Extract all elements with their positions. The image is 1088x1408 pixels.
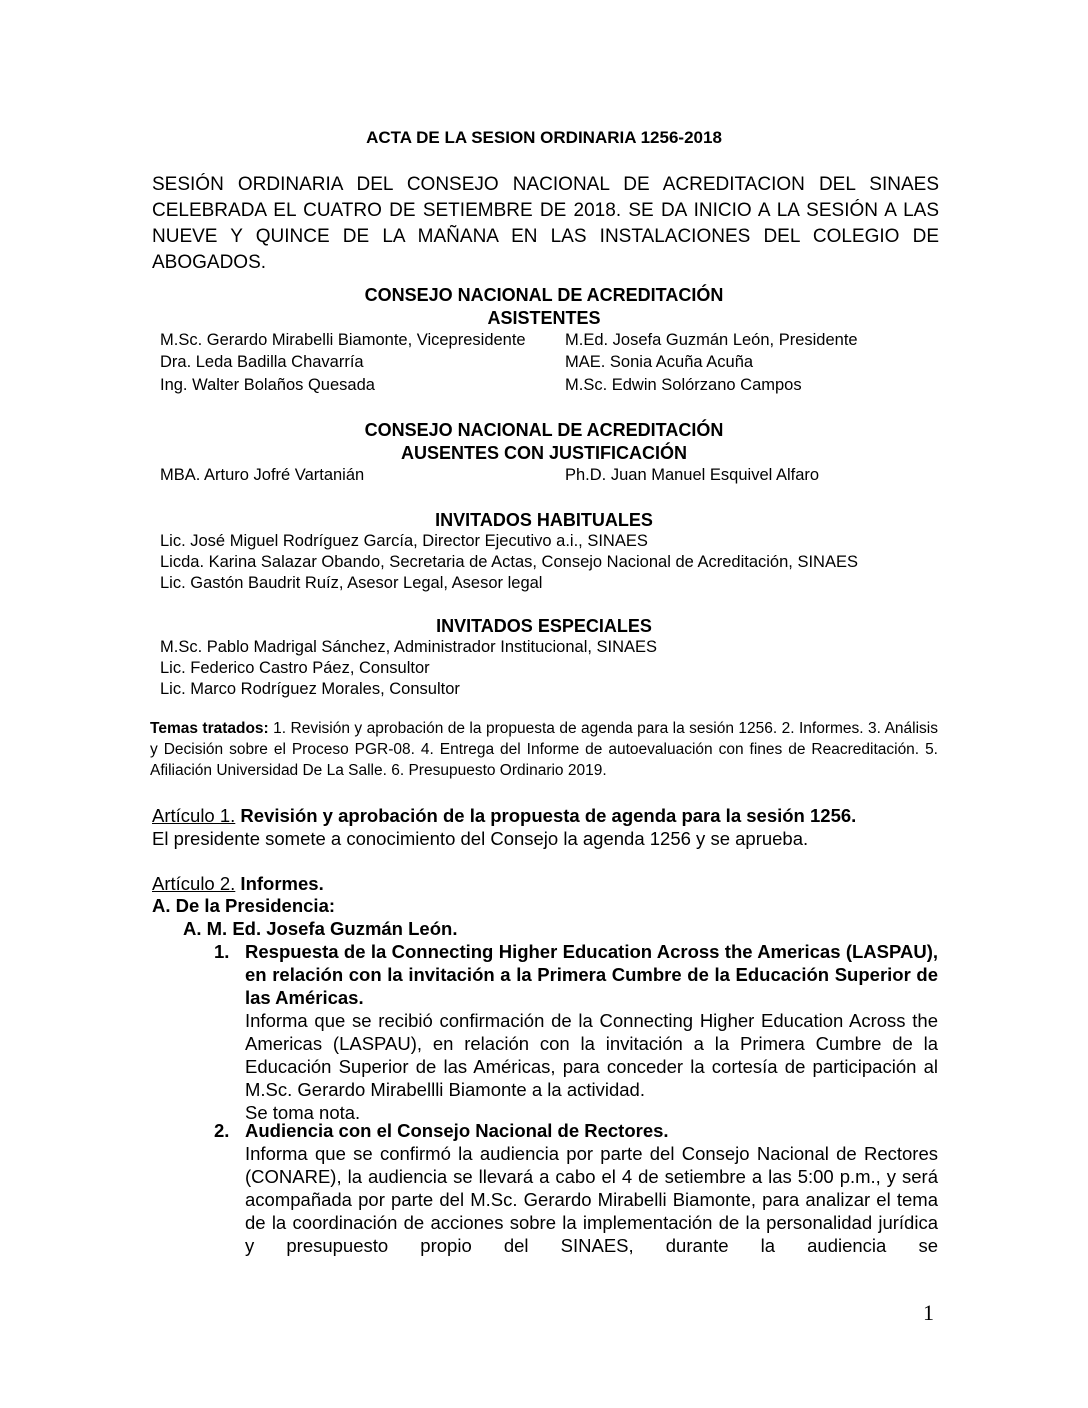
item-number: 2. [214,1120,230,1141]
temas-tratados [150,718,938,781]
asistente-left-1: M.Sc. Gerardo Mirabelli Biamonte, Vicepresidente [160,331,526,349]
asistente-left-2: Dra. Leda Badilla Chavarría [160,353,364,371]
list-item: Lic. Gastón Baudrit Ruíz, Asesor Legal, Asesor legal [160,574,543,592]
item-text: Informa que se confirmó la audiencia por parte del Consejo Nacional de Rectores (CONARE), la audiencia se llevará a cabo el 4 de setiembre a las 5:00 p.m., y será acompañada por parte del M.Sc. Gerardo Mirabelli Biamonte, para analizar el tema de la coordinación de acciones sobre la implementación de la personalidad jurídica y presupuesto propio del SINAES, durante la audiencia se [245,1143,938,1256]
asistente-right-1: M.Ed. Josefa Guzmán León, Presidente [565,331,858,349]
articulo-1-text: El presidente somete a conocimiento del Consejo la agenda 1256 y se aprueba. [152,828,809,849]
list-item: M.Sc. Pablo Madrigal Sánchez, Administrador Institucional, SINAES [160,638,658,656]
temas-label: Temas tratados: [150,720,269,737]
page-number: 1 [923,1300,934,1325]
ausente-left: MBA. Arturo Jofré Vartanián [160,466,365,484]
list-item: Lic. Federico Castro Páez, Consultor [160,659,430,677]
habituales-heading: INVITADOS HABITUALES [435,510,653,530]
asistente-left-3: Ing. Walter Bolaños Quesada [160,376,375,394]
informe-item-2 [214,1119,938,1257]
document-title: ACTA DE LA SESION ORDINARIA 1256-2018 [366,128,722,147]
item-number: 1. [214,941,230,962]
articulo-1-label: Artículo 1. [152,805,236,826]
ausente-right: Ph.D. Juan Manuel Esquivel Alfaro [565,466,820,484]
section-presidencia: A. De la Presidencia: [152,895,336,916]
session-intro: SESIÓN ORDINARIA DEL CONSEJO NACIONAL DE ACREDITACION DEL SINAES CELEBRADA EL CUATRO DE SETIEMBRE DE 2018. SE DA INICIO A LA SESIÓN A LAS NUEVE Y QUINCE DE LA MAÑANA EN LAS INSTALACIONES DEL COLEGIO DE ABOGADOS. [152,174,939,273]
asistentes-heading: ASISTENTES [487,308,601,328]
articulo-1-title: Revisión y aprobación de la propuesta de agenda para la sesión 1256. [235,805,857,826]
item-title: Respuesta de la Connecting Higher Education Across the Americas (LASPAU), en relación con la invitación a la Primera Cumbre de la Educación Superior de las Américas. [245,941,938,1008]
item-title: Audiencia con el Consejo Nacional de Rectores. [245,1120,669,1141]
temas-text: 1. Revisión y aprobación de la propuesta de agenda para la sesión 1256. 2. Informes. 3. Análisis y Decisión sobre el Proceso PGR-08. 4. Entrega del Informe de autoevaluación con fines de Reacreditación. 5. Afiliación Universidad De La Salle. 6. Presupuesto Ordinario 2019. [150,720,938,779]
articulo-2-heading [152,872,942,895]
ausentes-heading: AUSENTES CON JUSTIFICACIÓN [400,443,688,463]
sub-section-presidente: A. M. Ed. Josefa Guzmán León. [183,918,458,939]
asistente-right-3: M.Sc. Edwin Solórzano Campos [565,376,802,394]
item-text: Informa que se recibió confirmación de la Connecting Higher Education Across the Americas (LASPAU), en relación con la invitación a la Primera Cumbre de la Educación Superior de las Américas, para conceder la cortesía de participación al M.Sc. Gerardo Mirabellli Biamonte a la actividad. [245,1010,938,1100]
informe-item-1 [214,940,938,1124]
habituales-list [160,531,858,594]
asistentes-heading-council: CONSEJO NACIONAL DE ACREDITACIÓN [364,285,724,305]
articulo-2-label: Artículo 2. [152,873,236,894]
item-note: Se toma nota. [245,1102,361,1123]
especiales-list [160,637,657,700]
list-item: Lic. Marco Rodríguez Morales, Consultor [160,680,460,698]
list-item: Lic. José Miguel Rodríguez García, Director Ejecutivo a.i., SINAES [160,532,648,550]
articulo-2-title: Informes. [235,873,324,894]
ausentes-heading-council: CONSEJO NACIONAL DE ACREDITACIÓN [364,420,724,440]
articulo-1 [152,804,942,850]
asistente-right-2: MAE. Sonia Acuña Acuña [565,353,754,371]
especiales-heading: INVITADOS ESPECIALES [436,616,652,636]
list-item: Licda. Karina Salazar Obando, Secretaria de Actas, Consejo Nacional de Acreditación, SINAES [160,553,858,571]
